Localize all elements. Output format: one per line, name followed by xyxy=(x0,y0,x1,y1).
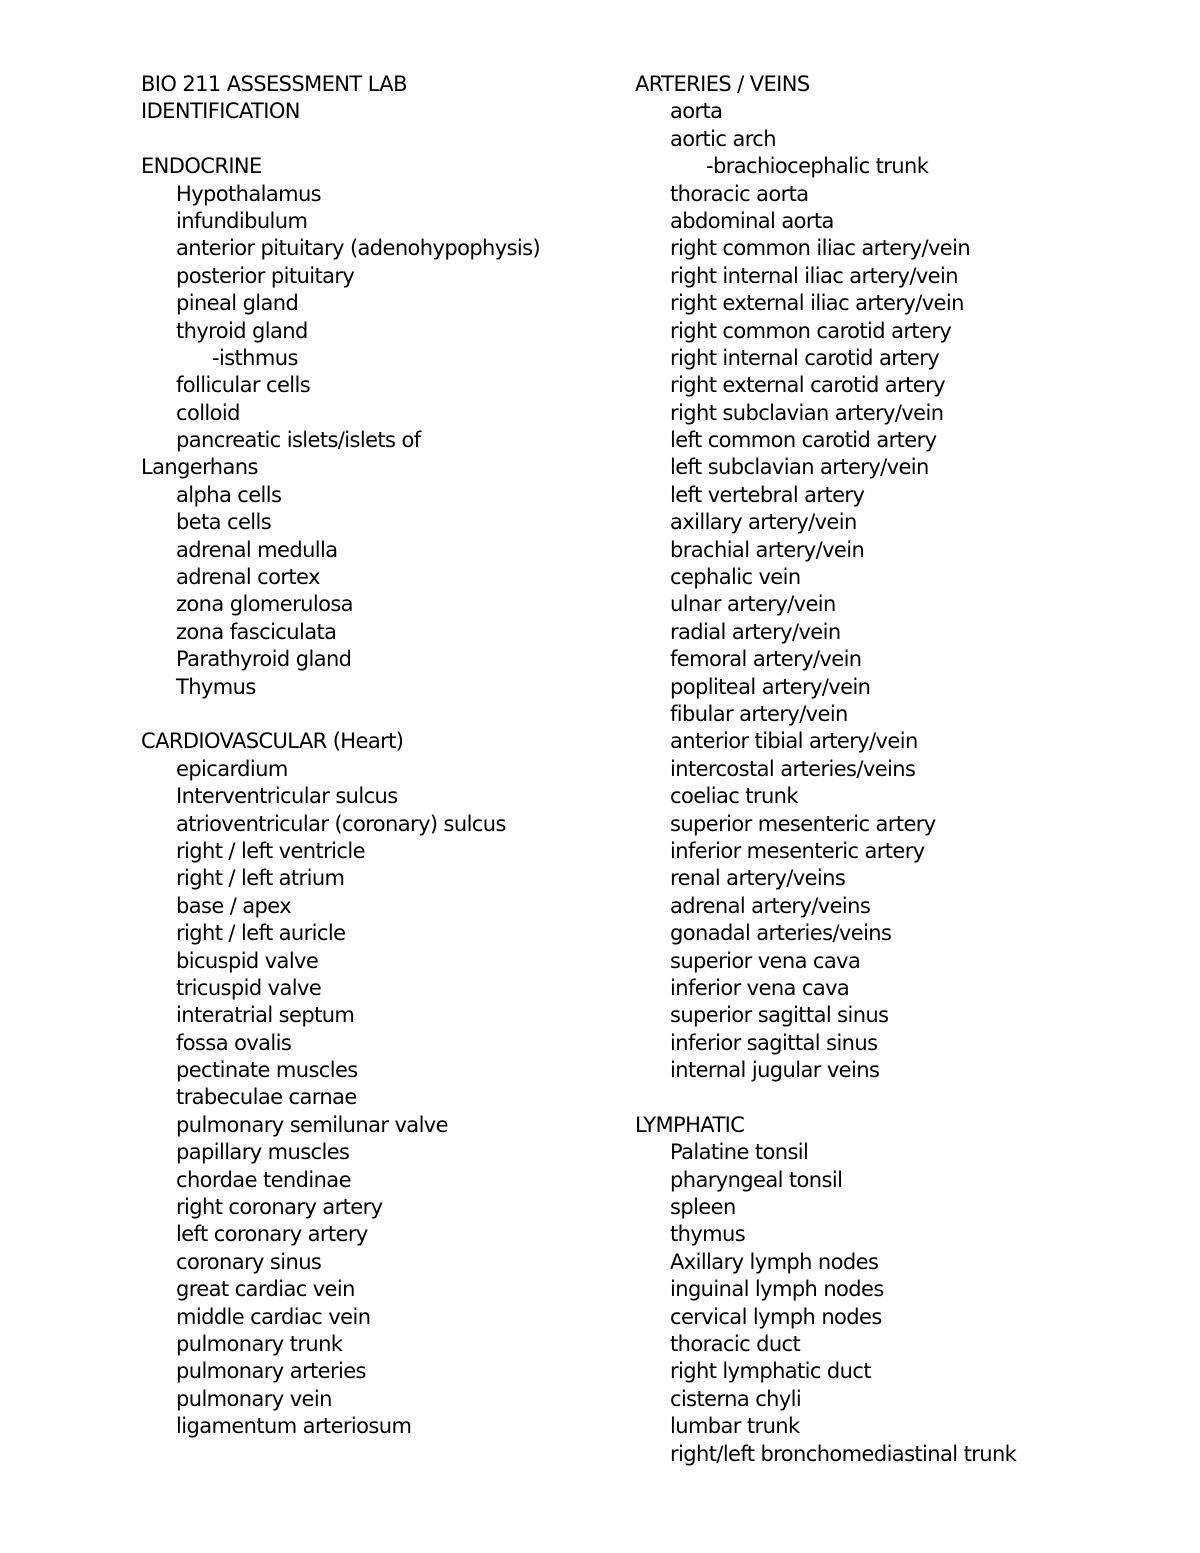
list-item: right subclavian artery/vein xyxy=(670,400,944,425)
list-item: inguinal lymph nodes xyxy=(670,1277,884,1302)
list-item: posterior pituitary xyxy=(176,263,355,288)
list-item: radial artery/vein xyxy=(670,619,841,644)
spacer xyxy=(635,1084,1155,1111)
section-heading-cardiovascular: CARDIOVASCULAR (Heart) xyxy=(141,729,404,754)
list-subitem: -isthmus xyxy=(212,345,298,370)
list-item: coeliac trunk xyxy=(670,784,798,809)
list-item: internal jugular veins xyxy=(670,1058,880,1083)
list-item: right / left atrium xyxy=(176,866,345,891)
list-item: abdominal aorta xyxy=(670,208,834,233)
list-item: pineal gland xyxy=(176,291,299,316)
list-item: cervical lymph nodes xyxy=(670,1304,882,1329)
list-item: right / left auricle xyxy=(176,921,346,946)
list-item: pectinate muscles xyxy=(176,1058,358,1083)
list-item: thymus xyxy=(670,1222,746,1247)
right-column xyxy=(635,71,1155,1468)
list-item: left subclavian artery/vein xyxy=(670,455,929,480)
list-item: ligamentum arteriosum xyxy=(176,1414,412,1439)
list-item: gonadal arteries/veins xyxy=(670,921,892,946)
list-item: intercostal arteries/veins xyxy=(670,756,916,781)
list-item: zona glomerulosa xyxy=(176,592,353,617)
section-heading-endocrine: ENDOCRINE xyxy=(141,154,262,179)
list-item: thoracic duct xyxy=(670,1331,801,1356)
document-subtitle: IDENTIFICATION xyxy=(141,99,300,124)
list-item-continuation: Langerhans xyxy=(141,455,258,480)
list-item: adrenal medulla xyxy=(176,537,338,562)
list-item: Axillary lymph nodes xyxy=(670,1249,879,1274)
list-item: inferior sagittal sinus xyxy=(670,1030,878,1055)
list-item: Palatine tonsil xyxy=(670,1140,809,1165)
list-item: aortic arch xyxy=(670,126,776,151)
list-item: inferior mesenteric artery xyxy=(670,838,925,863)
list-item: spleen xyxy=(670,1195,736,1220)
left-column xyxy=(141,71,591,1441)
list-item: popliteal artery/vein xyxy=(670,674,871,699)
list-item: inferior vena cava xyxy=(670,975,850,1000)
list-item: thoracic aorta xyxy=(670,181,809,206)
list-item: brachial artery/vein xyxy=(670,537,865,562)
list-item: right coronary artery xyxy=(176,1195,383,1220)
list-item: pulmonary vein xyxy=(176,1386,332,1411)
list-item: pulmonary trunk xyxy=(176,1331,343,1356)
list-item: bicuspid valve xyxy=(176,948,319,973)
list-item: superior vena cava xyxy=(670,948,861,973)
list-item: tricuspid valve xyxy=(176,975,322,1000)
list-item: infundibulum xyxy=(176,208,308,233)
list-item: Interventricular sulcus xyxy=(176,784,398,809)
list-item: middle cardiac vein xyxy=(176,1304,371,1329)
list-item: superior mesenteric artery xyxy=(670,811,936,836)
list-item: atrioventricular (coronary) sulcus xyxy=(176,811,506,836)
list-item: right common iliac artery/vein xyxy=(670,236,971,261)
list-item: pancreatic islets/islets of xyxy=(176,428,421,453)
list-item: lumbar trunk xyxy=(670,1414,800,1439)
list-item: axillary artery/vein xyxy=(670,510,857,535)
list-item: femoral artery/vein xyxy=(670,647,862,672)
document-title: BIO 211 ASSESSMENT LAB xyxy=(141,72,407,96)
list-item: epicardium xyxy=(176,756,288,781)
list-item: pulmonary arteries xyxy=(176,1359,366,1384)
list-item: right external iliac artery/vein xyxy=(670,291,964,316)
list-item: anterior pituitary (adenohypophysis) xyxy=(176,236,541,261)
list-item: adrenal cortex xyxy=(176,565,320,590)
list-item: cephalic vein xyxy=(670,565,801,590)
list-item: coronary sinus xyxy=(176,1249,322,1274)
list-item: base / apex xyxy=(176,893,292,918)
list-item: colloid xyxy=(176,400,240,425)
list-item: alpha cells xyxy=(176,482,282,507)
list-item: right lymphatic duct xyxy=(670,1359,871,1384)
list-item: left vertebral artery xyxy=(670,482,865,507)
list-item: great cardiac vein xyxy=(176,1277,355,1302)
list-item: superior sagittal sinus xyxy=(670,1003,889,1028)
list-subitem: -brachiocephalic trunk xyxy=(706,154,929,179)
list-item: pharyngeal tonsil xyxy=(670,1167,843,1192)
list-item: pulmonary semilunar valve xyxy=(176,1112,448,1137)
list-item: ulnar artery/vein xyxy=(670,592,836,617)
list-item: Thymus xyxy=(176,674,256,699)
list-item: right/left bronchomediastinal trunk xyxy=(670,1441,1017,1466)
list-item: thyroid gland xyxy=(176,318,308,343)
list-item: Parathyroid gland xyxy=(176,647,352,672)
list-item: zona fasciculata xyxy=(176,619,337,644)
list-item: Hypothalamus xyxy=(176,181,322,206)
list-item: aorta xyxy=(670,99,723,124)
section-heading-lymphatic: LYMPHATIC xyxy=(635,1112,745,1137)
list-item: right internal iliac artery/vein xyxy=(670,263,958,288)
list-item: trabeculae carnae xyxy=(176,1085,357,1110)
list-item: papillary muscles xyxy=(176,1140,350,1165)
list-item: fibular artery/vein xyxy=(670,701,848,726)
list-item: cisterna chyli xyxy=(670,1386,802,1411)
spacer xyxy=(141,126,591,153)
list-item: anterior tibial artery/vein xyxy=(670,729,918,754)
list-item: beta cells xyxy=(176,510,272,535)
list-item: adrenal artery/veins xyxy=(670,893,871,918)
section-heading-arteries-veins: ARTERIES / VEINS xyxy=(635,72,810,96)
list-item: right / left ventricle xyxy=(176,838,365,863)
spacer xyxy=(141,701,591,728)
list-item: right external carotid artery xyxy=(670,373,945,398)
list-item: interatrial septum xyxy=(176,1003,355,1028)
list-item: left common carotid artery xyxy=(670,428,937,453)
list-item: renal artery/veins xyxy=(670,866,846,891)
list-item: left coronary artery xyxy=(176,1222,368,1247)
list-item: right internal carotid artery xyxy=(670,345,940,370)
list-item: chordae tendinae xyxy=(176,1167,351,1192)
list-item: right common carotid artery xyxy=(670,318,952,343)
list-item: fossa ovalis xyxy=(176,1030,292,1055)
list-item: follicular cells xyxy=(176,373,311,398)
